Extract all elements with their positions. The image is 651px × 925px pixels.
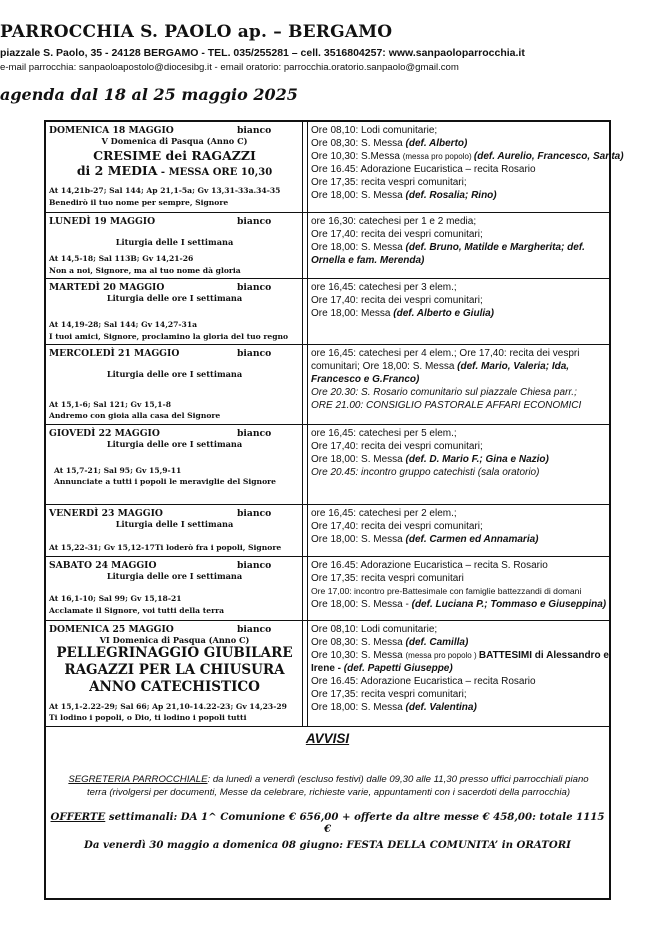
readings: At 14,5-18; Sal 113B; Gv 14,21-26 — [49, 254, 194, 263]
schedule-line: ore 16,30: catechesi per 1 e 2 media; — [311, 216, 477, 227]
day-row — [46, 556, 609, 620]
schedule-line: Ore 16.45: Adorazione Eucaristica – recita Rosario — [311, 164, 536, 175]
schedule-line: Ore 17,35: recita vespri comunitari; — [311, 177, 467, 188]
schedule-line: Ore 10,30: S. Messa (messa pro popolo ) BATTESIMI di Alessandro e — [311, 650, 609, 661]
notices-title: AVVISI — [305, 731, 350, 746]
schedule-line: ore 16,45: catechesi per 5 elem.; — [311, 428, 457, 439]
day-title: MERCOLEDÌ 21 MAGGIO bianco — [49, 348, 272, 359]
schedule-line: Ore 17,40: recita dei vespri comunitari; — [311, 229, 483, 240]
liturgy-cell — [46, 213, 303, 278]
liturgy-sub: Liturgia delle ore I settimana — [106, 439, 243, 449]
liturgy-sub: Liturgia delle ore I settimana — [106, 571, 243, 581]
event-headline-2: RAGAZZI PER LA CHIUSURA — [64, 662, 285, 678]
event-headline-2: di 2 MEDIA - MESSA ORE 10,30 — [76, 163, 273, 178]
readings: At 16,1-10; Sal 99; Gv 15,18-21 — [49, 594, 182, 603]
psalm-response: Ti lodino i popoli, o Dio, ti lodino i popoli tutti — [49, 713, 247, 722]
liturgical-color: bianco — [237, 216, 272, 227]
schedule-line: Ore 17,40: recita dei vespri comunitari; — [311, 295, 483, 306]
event-headline: PELLEGRINAGGIO GIUBILARE — [56, 645, 293, 661]
readings: At 15,22-31; Gv 15,12-17Ti loderò fra i popoli, Signore — [49, 543, 282, 552]
schedule-line: Ore 20.30: S. Rosario comunitario sul piazzale Chiesa parr.; — [311, 387, 577, 398]
schedule-line: Ore 08,30: S. Messa (def. Alberto) — [311, 138, 468, 149]
schedule-line: Ore 17,00: incontro pre-Battesimale con famiglie battezzandi di domani — [311, 586, 582, 596]
schedule-line: ore 16,45: catechesi per 3 elem.; — [311, 282, 457, 293]
schedule-line: Ore 17,35: recita vespri comunitari — [311, 573, 464, 584]
schedule-line: Irene - (def. Papetti Giuseppe) — [311, 663, 453, 674]
schedule-line: Ore 16.45: Adorazione Eucaristica – recita S. Rosario — [311, 560, 548, 571]
schedule-line: Ore 08,10: Lodi comunitarie; — [311, 624, 438, 635]
schedule-line: Francesco e G.Franco) — [311, 374, 420, 385]
day-row — [46, 620, 609, 726]
schedule-cell — [307, 621, 609, 726]
liturgical-color: bianco — [237, 508, 272, 519]
offerings-notice: OFFERTE settimanali: DA 1^ Comunione € 656,00 + offerte da altre messe € 458,00: totale 1115 € — [50, 811, 605, 835]
day-title: MARTEDÌ 20 MAGGIO bianco — [49, 282, 272, 293]
liturgy-sub: Liturgia delle I settimana — [115, 237, 234, 247]
schedule-line: Ore 08,10: Lodi comunitarie; — [311, 125, 438, 136]
agenda-table — [44, 120, 624, 900]
notices-section — [46, 726, 609, 898]
schedule-line: Ore 10,30: S.Messa (messa pro popolo) (def. Aurelio, Francesco, Santa) — [311, 151, 624, 162]
liturgy-cell — [46, 279, 303, 344]
schedule-line: Ore 18,00: S. Messa - (def. Luciana P.; Tommaso e Giuseppina) — [311, 599, 607, 610]
liturgical-color: bianco — [237, 428, 272, 439]
day-title: VENERDÌ 23 MAGGIO bianco — [49, 508, 272, 519]
schedule-line: Ore 08,30: S. Messa (def. Camilla) — [311, 637, 469, 648]
day-row — [46, 424, 609, 504]
liturgical-color: bianco — [237, 125, 272, 136]
psalm-response: Non a noi, Signore, ma al tuo nome dà gloria — [49, 266, 241, 275]
schedule-line: Ore 17,40: recita dei vespri comunitari; — [311, 441, 483, 452]
day-title: DOMENICA 25 MAGGIO bianco — [49, 624, 272, 635]
schedule-line: ore 16,45: catechesi per 2 elem.; — [311, 508, 457, 519]
readings: At 15,1-2.22-29; Sal 66; Ap 21,10-14.22-23; Gv 14,23-29 — [49, 702, 287, 711]
liturgy-sub: VI Domenica di Pasqua (Anno C) — [99, 635, 250, 645]
liturgy-cell — [46, 505, 303, 556]
day-title: SABATO 24 MAGGIO bianco — [49, 560, 272, 571]
schedule-cell — [307, 505, 609, 556]
schedule-cell — [307, 122, 624, 212]
readings: At 14,19-28; Sal 144; Gv 14,27-31a — [49, 320, 198, 329]
schedule-line: Ore 20.45: incontro gruppo catechisti (sala oratorio) — [311, 467, 540, 478]
day-row — [46, 122, 624, 212]
day-row — [46, 212, 609, 278]
day-row — [46, 278, 609, 344]
liturgy-sub: Liturgia delle I settimana — [115, 519, 234, 529]
readings: At 15,7-21; Sal 95; Gv 15,9-11 — [54, 466, 182, 475]
schedule-cell — [307, 557, 609, 620]
liturgy-cell — [46, 122, 303, 212]
day-row — [46, 504, 609, 556]
agenda-title: agenda dal 18 al 25 maggio 2025 — [0, 85, 298, 104]
schedule-line: Ore 16.45: Adorazione Eucaristica – recita Rosario — [311, 676, 536, 687]
liturgical-color: bianco — [237, 560, 272, 571]
parish-email: e-mail parrocchia: sanpaoloapostolo@diocesibg.it - email oratorio: parrocchia.oratorio.sanpaolo@gmail.com — [0, 62, 459, 73]
parish-address: piazzale S. Paolo, 35 - 24128 BERGAMO - TEL. 035/255281 – cell. 3516804257: www.sanpaoloparrocchia.it — [0, 47, 525, 59]
liturgy-cell — [46, 345, 303, 424]
liturgical-color: bianco — [237, 282, 272, 293]
day-row — [46, 344, 609, 424]
psalm-response: Annunciate a tutti i popoli le meraviglie del Signore — [54, 477, 276, 486]
liturgy-sub: V Domenica di Pasqua (Anno C) — [101, 136, 248, 146]
schedule-cell — [307, 213, 609, 278]
liturgical-color: bianco — [237, 624, 272, 635]
schedule-line: ORE 21.00: CONSIGLIO PASTORALE AFFARI ECONOMICI — [311, 400, 582, 411]
event-headline: CRESIME dei RAGAZZI — [93, 148, 256, 163]
schedule-line: Ornella e fam. Merenda) — [311, 255, 425, 266]
psalm-response: I tuoi amici, Signore, proclamino la gloria del tuo regno — [49, 332, 289, 341]
office-hours-notice: SEGRETERIA PARROCCHIALE: da lunedì a venerdì (escluso festivi) dalle 09,30 alle 11,30 presso uffici parrocchiali piano terra (rivolgersi per documenti, Messe da celebrare, richieste varie, appuntamenti con i sacerdoti della parrocchia) — [68, 774, 589, 798]
liturgy-sub: Liturgia delle ore I settimana — [106, 293, 243, 303]
schedule-cell — [307, 345, 609, 424]
schedule-cell — [307, 279, 609, 344]
schedule-line: Ore 18,00: S. Messa (def. D. Mario F.; Gina e Nazio) — [311, 454, 549, 465]
liturgy-cell — [46, 557, 303, 620]
psalm-response: Benedirò il tuo nome per sempre, Signore — [49, 198, 229, 207]
schedule-line: comunitari; Ore 18,00: S. Messa (def. Mario, Valeria; Ida, — [311, 361, 570, 372]
psalm-response: Acclamate il Signore, voi tutti della terra — [49, 606, 224, 615]
event-headline-3: ANNO CATECHISTICO — [89, 679, 260, 695]
schedule-line: Ore 17,35: recita vespri comunitari; — [311, 689, 467, 700]
liturgy-sub: Liturgia delle ore I settimana — [106, 369, 243, 379]
schedule-line: Ore 17,40: recita dei vespri comunitari; — [311, 521, 483, 532]
psalm-response: Andremo con gioia alla casa del Signore — [49, 411, 221, 420]
festival-notice: Da venerdì 30 maggio a domenica 08 giugno: FESTA DELLA COMUNITA’ in ORATORI — [84, 839, 571, 851]
schedule-line: Ore 18,00: Messa (def. Alberto e Giulia) — [311, 308, 495, 319]
day-title: DOMENICA 18 MAGGIO bianco — [49, 125, 272, 136]
schedule-line: Ore 18,00: S. Messa (def. Carmen ed Annamaria) — [311, 534, 539, 545]
readings: At 15,1-6; Sal 121; Gv 15,1-8 — [49, 400, 171, 409]
schedule-cell — [307, 425, 609, 504]
schedule-line: Ore 18,00: S. Messa (def. Bruno, Matilde e Margherita; def. — [311, 242, 585, 253]
readings: At 14,21b-27; Sal 144; Ap 21,1-5a; Gv 13,31-33a.34-35 — [49, 186, 281, 195]
schedule-line: Ore 18,00: S. Messa (def. Valentina) — [311, 702, 477, 713]
day-title: GIOVEDÌ 22 MAGGIO bianco — [49, 428, 272, 439]
schedule-line: ore 16,45: catechesi per 4 elem.; Ore 17,40: recita dei vespri — [311, 348, 580, 359]
liturgical-color: bianco — [237, 348, 272, 359]
liturgy-cell — [46, 425, 303, 504]
parish-title: PARROCCHIA S. PAOLO ap. – BERGAMO — [0, 22, 393, 42]
day-title: LUNEDÌ 19 MAGGIO bianco — [49, 216, 272, 227]
liturgy-cell — [46, 621, 303, 726]
schedule-line: Ore 18,00: S. Messa (def. Rosalia; Rino) — [311, 190, 497, 201]
